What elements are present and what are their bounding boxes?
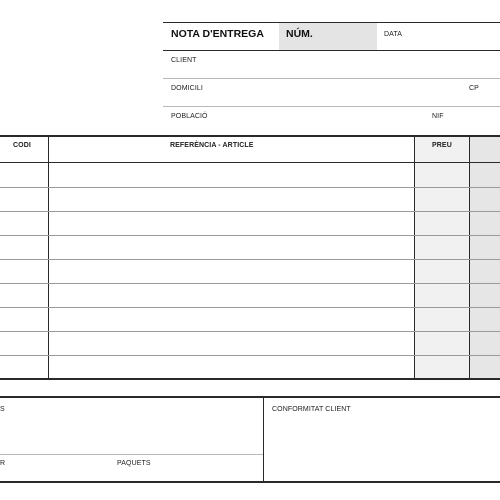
table-row xyxy=(0,235,500,236)
header-block xyxy=(0,0,500,135)
postcode-label: CP xyxy=(469,85,479,92)
tax-id-label: NIF xyxy=(432,113,444,120)
table-header-separator xyxy=(0,162,500,163)
amount-column-shade xyxy=(470,135,500,380)
client-line xyxy=(163,78,500,79)
footer-block xyxy=(0,396,500,484)
table-row xyxy=(0,331,500,332)
town-label: POBLACIÓ xyxy=(171,113,208,120)
address-line xyxy=(163,106,500,107)
client-label: CLIENT xyxy=(171,57,197,64)
footer-left-top-label: S xyxy=(0,406,5,413)
items-table xyxy=(0,135,500,380)
header-title-underline xyxy=(163,50,500,51)
column-header-price: PREU xyxy=(432,142,452,149)
table-top-border xyxy=(0,135,500,137)
footer-divider xyxy=(263,396,264,483)
footer-left-separator xyxy=(0,454,263,455)
column-header-code: CODI xyxy=(13,142,31,149)
column-header-reference: REFERÈNCIA - ARTICLE xyxy=(170,142,254,149)
footer-top-border xyxy=(0,396,500,398)
footer-left-bottom-label: R xyxy=(0,460,6,467)
table-row xyxy=(0,355,500,356)
date-label: DATA xyxy=(384,31,403,38)
table-row xyxy=(0,307,500,308)
table-bottom-border xyxy=(0,378,500,380)
table-row xyxy=(0,283,500,284)
address-label: DOMICILI xyxy=(171,85,203,92)
code-column-divider xyxy=(48,135,49,380)
footer-bottom-border xyxy=(0,481,500,483)
table-row xyxy=(0,211,500,212)
client-approval-label: CONFORMITAT CLIENT xyxy=(272,406,351,413)
reference-column-divider xyxy=(414,135,415,380)
table-row xyxy=(0,187,500,188)
price-column-divider xyxy=(469,135,470,380)
number-label: NÚM. xyxy=(286,28,313,40)
packages-label: PAQUETS xyxy=(117,460,151,467)
table-row xyxy=(0,259,500,260)
price-column-shade xyxy=(415,135,469,380)
document-title: NOTA D'ENTREGA xyxy=(171,28,264,40)
